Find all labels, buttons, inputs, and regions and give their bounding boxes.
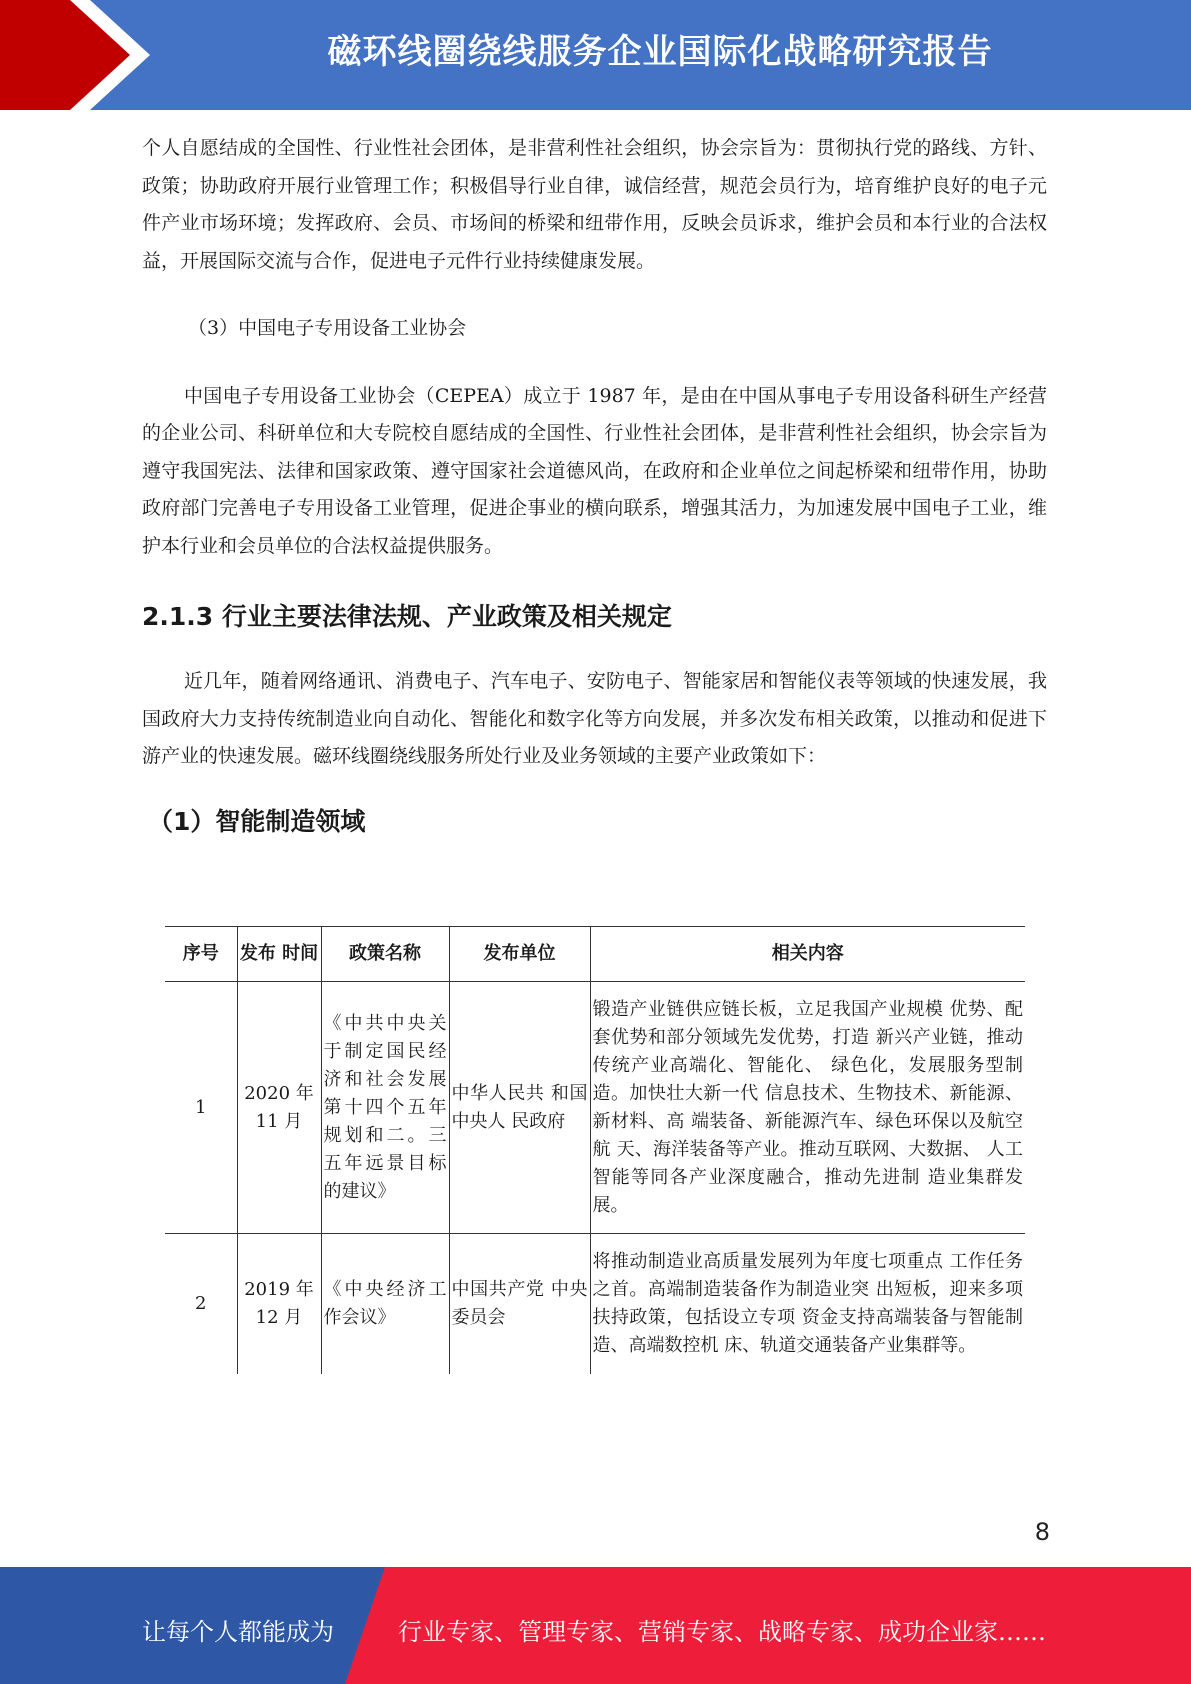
cell-date: 2019 年 12 月 (237, 1234, 321, 1374)
table-row (165, 1234, 1025, 1374)
policy-table (165, 926, 1025, 1374)
chevron-decoration-icon (0, 0, 160, 110)
cell-issuer: 中华人民共 和国中央人 民政府 (449, 982, 590, 1234)
cell-issuer: 中国共产党 中央委员会 (449, 1234, 590, 1374)
column-header-index: 序号 (165, 927, 237, 982)
report-title: 磁环线圈绕线服务企业国际化战略研究报告 (327, 32, 993, 72)
page-number: 8 (1034, 1518, 1050, 1546)
column-header-policy-name: 政策名称 (321, 927, 449, 982)
column-header-date: 发布 时间 (237, 927, 321, 982)
paragraph-policy-intro: 近几年，随着网络通讯、消费电子、汽车电子、安防电子、智能家居和智能仪表等领域的快速发展，我国政府大力支持传统制造业向自动化、智能化和数字化等方向发展，并多次发布相关政策，以推动和促进下游产业的快速发展。磁环线圈绕线服务所处行业及业务领域的主要产业政策如下： (142, 670, 1047, 767)
table-row (165, 982, 1025, 1234)
section-heading-2-1-3: 2.1.3 行业主要法律法规、产业政策及相关规定 (142, 602, 672, 631)
footer-slogan-left: 让每个人都能成为 (142, 1618, 334, 1646)
cell-policy-name: 《中央经济工作会议》 (321, 1234, 449, 1374)
cell-index: 2 (195, 1292, 207, 1314)
column-header-content: 相关内容 (590, 927, 1025, 982)
list-item-cepea: （3）中国电子专用设备工业协会 (188, 317, 467, 339)
document-body (142, 130, 1047, 842)
cell-policy-name: 《中共中央关于制定国民经济和社会发展第十四个五年规划和二。三五年远景目标的建议》 (321, 982, 449, 1234)
subsection-heading-smart-manufacturing: （1）智能制造领域 (148, 806, 366, 836)
footer-slogan-right: 行业专家、管理专家、营销专家、战略专家、成功企业家…… (398, 1618, 1046, 1646)
cell-content: 锻造产业链供应链长板，立足我国产业规模 优势、配套优势和部分领域先发优势，打造 新兴产业链，推动传统产业高端化、智能化、 绿色化，发展服务型制造。加快壮大新一代 信息技术、生物技术、新能源、新材料、高 端装备、新能源汽车、绿色环保以及航空航 天、海洋装备等产业。推动互联网、大数据、 人工智能等同各产业深度融合，推动先进制 造业集群发展。 (590, 982, 1025, 1234)
cell-date: 2020 年 11 月 (237, 982, 321, 1234)
cell-content: 将推动制造业高质量发展列为年度七项重点 工作任务之首。高端制造装备作为制造业突 出短板，迎来多项扶持政策，包括设立专项 资金支持高端装备与智能制造、高端数控机 床、轨道交通装备产业集群等。 (590, 1234, 1025, 1374)
page-header (0, 0, 1191, 110)
table-header-row (165, 927, 1025, 982)
cell-index: 1 (165, 982, 237, 1234)
column-header-issuer: 发布单位 (449, 927, 590, 982)
paragraph-cepea: 中国电子专用设备工业协会（CEPEA）成立于 1987 年，是由在中国从事电子专用设备科研生产经营的企业公司、科研单位和大专院校自愿结成的全国性、行业性社会团体，是非营利性社会组织，协会宗旨为遵守我国宪法、法律和国家政策、遵守国家社会道德风尚，在政府和企业单位之间起桥梁和纽带作用，协助政府部门完善电子专用设备工业管理，促进企事业的横向联系，增强其活力，为加速发展中国电子工业，维护本行业和会员单位的合法权益提供服务。 (142, 384, 1047, 557)
paragraph-association-purpose: 个人自愿结成的全国性、行业性社会团体，是非营利性社会组织，协会宗旨为：贯彻执行党的路线、方针、政策；协助政府开展行业管理工作；积极倡导行业自律，诚信经营，规范会员行为，培育维护良好的电子元件产业市场环境；发挥政府、会员、市场间的桥梁和纽带作用，反映会员诉求，维护会员和本行业的合法权益，开展国际交流与合作，促进电子元件行业持续健康发展。 (142, 137, 1047, 272)
